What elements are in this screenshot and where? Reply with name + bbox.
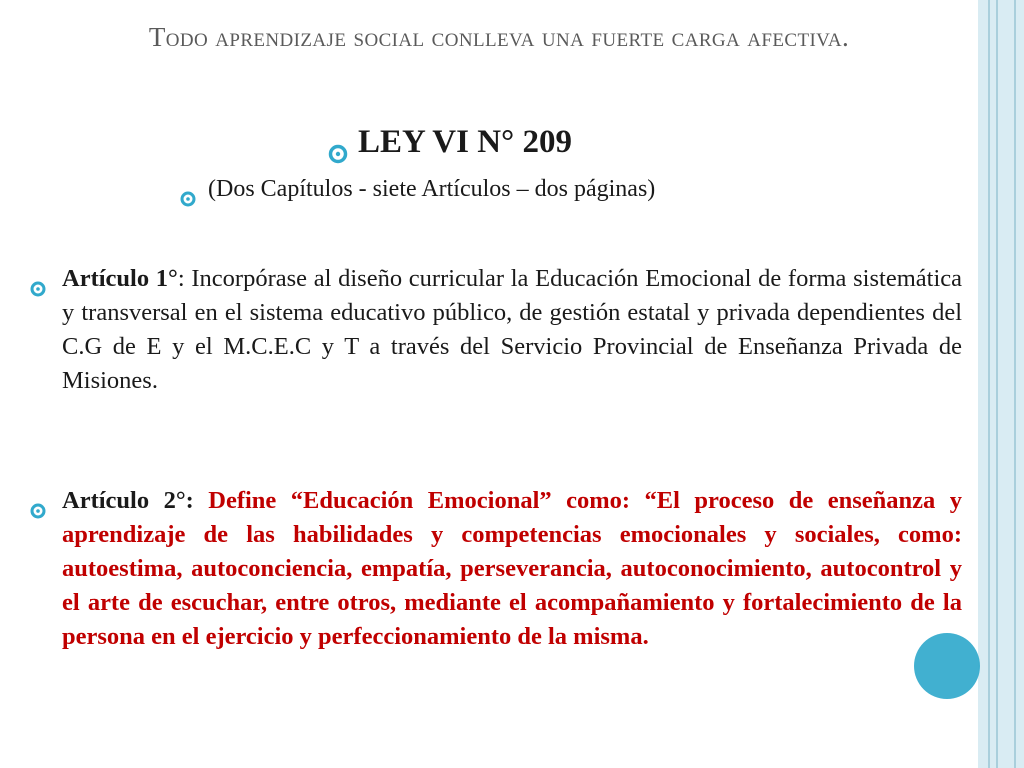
- law-subheading: [208, 176, 655, 203]
- article-2-text: Define “Educación Emocional” como: “El proceso de enseñanza y aprendizaje de las habilidades y competencias emocionales y sociales, como: autoestima, autoconciencia, empatía, perseverancia, autoconocimiento, autocontrol y el arte de escuchar, entre otros, mediante el acompañamiento y fortalecimiento de la persona en el ejercicio y perfeccionamiento de la misma.: [62, 487, 962, 650]
- swirl-bullet-icon: [180, 187, 196, 214]
- swirl-bullet-icon: [328, 136, 348, 173]
- law-heading-text: LEY VI N° 209: [358, 124, 572, 160]
- article-2-label: Artículo 2°:: [62, 487, 194, 514]
- swirl-bullet-icon: [30, 495, 46, 529]
- decorative-circle: [914, 633, 980, 699]
- article-1: [62, 262, 962, 398]
- swirl-bullet-icon: [30, 273, 46, 307]
- decorative-side-bar: [978, 0, 1024, 768]
- article-2: [62, 484, 962, 654]
- slide-title: Todo aprendizaje social conlleva una fuerte carga afectiva.: [148, 22, 850, 52]
- article-1-label: Artículo 1°: [62, 265, 178, 292]
- law-heading: [358, 124, 572, 161]
- article-1-text: : Incorpórase al diseño curricular la Educación Emocional de forma sistemática y transversal en el sistema educativo público, de gestión estatal y privada dependientes del C.G de E y el M.C.E.C y T a través del Servicio Provincial de Enseñanza Privada de Misiones.: [62, 265, 963, 394]
- law-subheading-text: (Dos Capítulos - siete Artículos – dos páginas): [208, 176, 656, 202]
